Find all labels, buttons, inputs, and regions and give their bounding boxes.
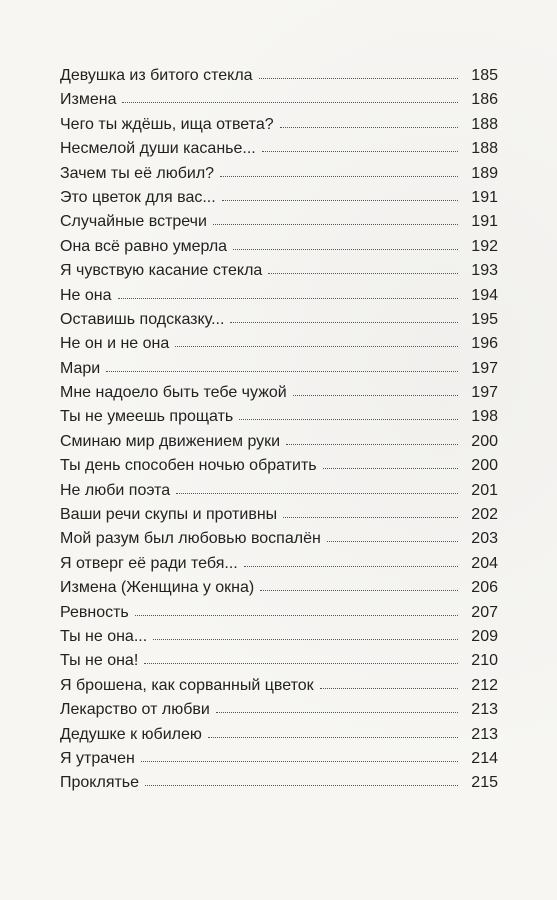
toc-entry — [60, 235, 498, 259]
dot-leader — [216, 711, 458, 713]
toc-entry-page-number: 188 — [471, 140, 498, 158]
toc-entry-page-number: 215 — [471, 774, 498, 792]
dot-leader — [320, 687, 458, 689]
toc-entry — [60, 625, 498, 649]
toc-entry-title: Я отверг её ради тебя... — [60, 554, 238, 572]
toc-entry — [60, 771, 498, 795]
toc-entry-title: Ты не умеешь прощать — [60, 408, 234, 426]
toc-entry — [60, 259, 498, 283]
dot-leader — [213, 223, 458, 225]
toc-entry — [60, 357, 498, 381]
dot-leader — [293, 394, 458, 396]
toc-entry-page-number: 213 — [471, 725, 498, 743]
toc-entry-title: Она всё равно умерла — [60, 237, 228, 255]
toc-entry-page-number: 191 — [471, 213, 498, 231]
toc-entry — [60, 576, 498, 600]
toc-entry-page-number: 204 — [471, 554, 498, 572]
toc-entry — [60, 405, 498, 429]
toc-entry-page-number: 210 — [471, 652, 498, 670]
toc-entry — [60, 649, 498, 673]
toc-entry-title: Ревность — [60, 603, 129, 621]
dot-leader — [135, 614, 458, 616]
toc-entry — [60, 723, 498, 747]
toc-entry-title: Девушка из битого стекла — [60, 67, 253, 84]
toc-entry-page-number: 200 — [471, 457, 498, 475]
toc-entry-title: Ты не она! — [60, 652, 139, 670]
toc-entry-title: Оставишь подсказку... — [60, 310, 225, 328]
dot-leader — [175, 345, 458, 347]
toc-entry-title: Не она — [60, 286, 112, 304]
toc-entry — [60, 64, 498, 88]
toc-entry — [60, 698, 498, 722]
table-of-contents — [60, 64, 498, 796]
toc-entry-page-number: 186 — [471, 91, 498, 109]
toc-entry-title: Ты не она... — [60, 627, 148, 645]
dot-leader — [280, 126, 458, 128]
dot-leader — [208, 736, 458, 738]
dot-leader — [244, 565, 458, 567]
dot-leader — [122, 101, 458, 103]
toc-entry-title: Я чувствую касание стекла — [60, 262, 263, 280]
toc-entry-title: Случайные встречи — [60, 213, 207, 231]
toc-entry — [60, 430, 498, 454]
toc-entry — [60, 186, 498, 210]
toc-entry-title: Ваши речи скупы и противны — [60, 506, 278, 524]
toc-entry — [60, 747, 498, 771]
toc-entry-page-number: 203 — [471, 530, 498, 548]
toc-entry-page-number: 196 — [471, 335, 498, 353]
toc-entry — [60, 601, 498, 625]
toc-entry-title: Мой разум был любовью воспалён — [60, 530, 321, 548]
toc-entry-page-number: 195 — [471, 310, 498, 328]
toc-entry-title: Не люби поэта — [60, 481, 171, 499]
dot-leader — [283, 516, 458, 518]
toc-entry-title: Дедушке к юбилею — [60, 725, 202, 743]
toc-entry-page-number: 209 — [471, 627, 498, 645]
toc-entry — [60, 527, 498, 551]
toc-entry-title: Сминаю мир движением руки — [60, 432, 281, 450]
dot-leader — [176, 492, 458, 494]
toc-entry — [60, 137, 498, 161]
toc-entry-page-number: 191 — [471, 188, 498, 206]
toc-entry-page-number: 185 — [471, 67, 498, 84]
dot-leader — [323, 467, 458, 469]
toc-entry-page-number: 206 — [471, 579, 498, 597]
dot-leader — [145, 784, 458, 786]
toc-entry-page-number: 202 — [471, 506, 498, 524]
toc-entry — [60, 674, 498, 698]
toc-entry-page-number: 200 — [471, 432, 498, 450]
toc-entry — [60, 479, 498, 503]
toc-entry-title: Мари — [60, 359, 101, 377]
dot-leader — [144, 662, 458, 664]
dot-leader — [153, 638, 458, 640]
dot-leader — [259, 77, 458, 79]
dot-leader — [239, 418, 458, 420]
toc-entry-title: Измена (Женщина у окна) — [60, 579, 255, 597]
toc-entry-page-number: 192 — [471, 237, 498, 255]
dot-leader — [286, 443, 458, 445]
dot-leader — [233, 248, 458, 250]
toc-entry-title: Я утрачен — [60, 749, 135, 767]
toc-entry-page-number: 188 — [471, 115, 498, 133]
toc-entry-title: Я брошена, как сорванный цветок — [60, 676, 314, 694]
toc-entry-page-number: 213 — [471, 701, 498, 719]
toc-entry-page-number: 201 — [471, 481, 498, 499]
toc-entry-page-number: 207 — [471, 603, 498, 621]
toc-entry — [60, 284, 498, 308]
toc-entry — [60, 88, 498, 112]
toc-entry — [60, 381, 498, 405]
dot-leader — [118, 297, 458, 299]
dot-leader — [230, 321, 458, 323]
toc-entry-page-number: 212 — [471, 676, 498, 694]
toc-entry — [60, 113, 498, 137]
toc-entry-title: Зачем ты её любил? — [60, 164, 215, 182]
toc-entry-page-number: 197 — [471, 359, 498, 377]
toc-entry-title: Мне надоело быть тебе чужой — [60, 384, 287, 402]
dot-leader — [222, 199, 458, 201]
toc-entry-page-number: 198 — [471, 408, 498, 426]
toc-entry-title: Чего ты ждёшь, ища ответа? — [60, 115, 274, 133]
toc-entry-title: Не он и не она — [60, 335, 170, 353]
toc-entry-page-number: 197 — [471, 384, 498, 402]
toc-entry — [60, 210, 498, 234]
toc-entry-title: Это цветок для вас... — [60, 188, 216, 206]
toc-entry — [60, 162, 498, 186]
dot-leader — [262, 150, 458, 152]
dot-leader — [106, 370, 458, 372]
toc-entry — [60, 552, 498, 576]
dot-leader — [141, 760, 458, 762]
toc-entry-page-number: 214 — [471, 749, 498, 767]
toc-entry-title: Лекарство от любви — [60, 701, 210, 719]
toc-entry — [60, 454, 498, 478]
toc-entry — [60, 503, 498, 527]
toc-entry-page-number: 189 — [471, 164, 498, 182]
toc-entry — [60, 308, 498, 332]
toc-entry-page-number: 193 — [471, 262, 498, 280]
toc-entry-title: Несмелой души касанье... — [60, 140, 256, 158]
dot-leader — [268, 272, 458, 274]
toc-entry-title: Измена — [60, 91, 117, 109]
toc-entry — [60, 332, 498, 356]
dot-leader — [220, 175, 458, 177]
dot-leader — [260, 589, 458, 591]
toc-entry-title: Проклятье — [60, 774, 140, 792]
dot-leader — [327, 540, 458, 542]
toc-entry-page-number: 194 — [471, 286, 498, 304]
toc-entry-title: Ты день способен ночью обратить — [60, 457, 317, 475]
